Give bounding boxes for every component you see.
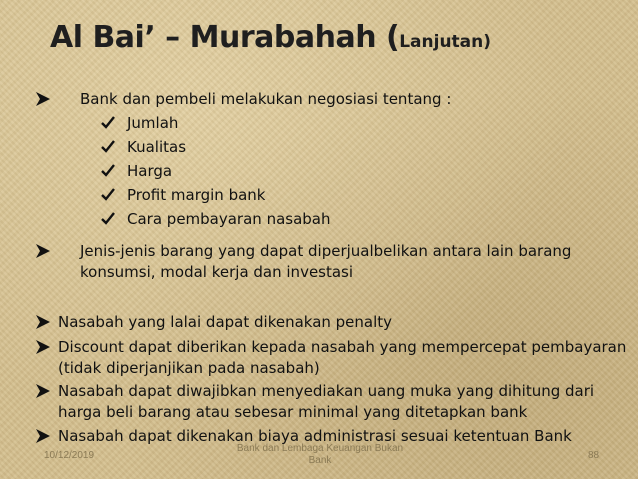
bullet-discount-line-2: (tidak diperjanjikan pada nasabah)	[58, 359, 320, 377]
checkmark-icon	[101, 212, 115, 225]
footer-page-number: 88	[588, 450, 600, 461]
title-sub: Lanjutan)	[399, 32, 492, 52]
checkmark-icon	[101, 164, 115, 177]
checkmark-icon	[101, 116, 115, 129]
subitem-cara-pembayaran: Cara pembayaran nasabah	[127, 210, 331, 228]
title-main: Al Bai’ – Murabahah (	[50, 20, 400, 55]
footer-title	[220, 443, 420, 467]
arrow-bullet-icon	[36, 315, 50, 329]
checkmark-icon	[101, 140, 115, 153]
checkmark-icon	[101, 188, 115, 201]
bullet-administrasi: Nasabah dapat dikenakan biaya administrasi sesuai ketentuan Bank	[58, 427, 572, 445]
arrow-bullet-icon	[36, 429, 50, 443]
bullet-uang-muka-line-2: harga beli barang atau sebesar minimal yang ditetapkan bank	[58, 403, 528, 421]
bullet-discount-line-1: Discount dapat diberikan kepada nasabah yang mempercepat pembayaran	[58, 338, 627, 356]
arrow-bullet-icon	[36, 244, 50, 258]
footer-title-line-1: Bank dan Lembaga Keuangan Bukan	[236, 443, 404, 454]
bullet-2-line-2: konsumsi, modal kerja dan investasi	[80, 263, 354, 281]
arrow-bullet-icon	[36, 340, 50, 354]
footer-title-line-2: Bank	[308, 455, 332, 466]
bullet-penalty: Nasabah yang lalai dapat dikenakan penalty	[58, 313, 393, 331]
bullet-2-line-1: Jenis-jenis barang yang dapat diperjualbelikan antara lain barang	[80, 242, 572, 260]
subitem-profit-margin: Profit margin bank	[127, 186, 266, 204]
footer-date: 10/12/2019	[44, 450, 95, 461]
slide-title	[50, 20, 491, 55]
arrow-bullet-icon	[36, 384, 50, 398]
subitem-kualitas: Kualitas	[127, 138, 187, 156]
subitem-jumlah: Jumlah	[127, 114, 179, 132]
subitem-harga: Harga	[127, 162, 173, 180]
arrow-bullet-icon	[36, 92, 50, 106]
bullet-1-text: Bank dan pembeli melakukan negosiasi tentang :	[80, 90, 452, 108]
bullet-uang-muka-line-1: Nasabah dapat diwajibkan menyediakan uang muka yang dihitung dari	[58, 382, 595, 400]
